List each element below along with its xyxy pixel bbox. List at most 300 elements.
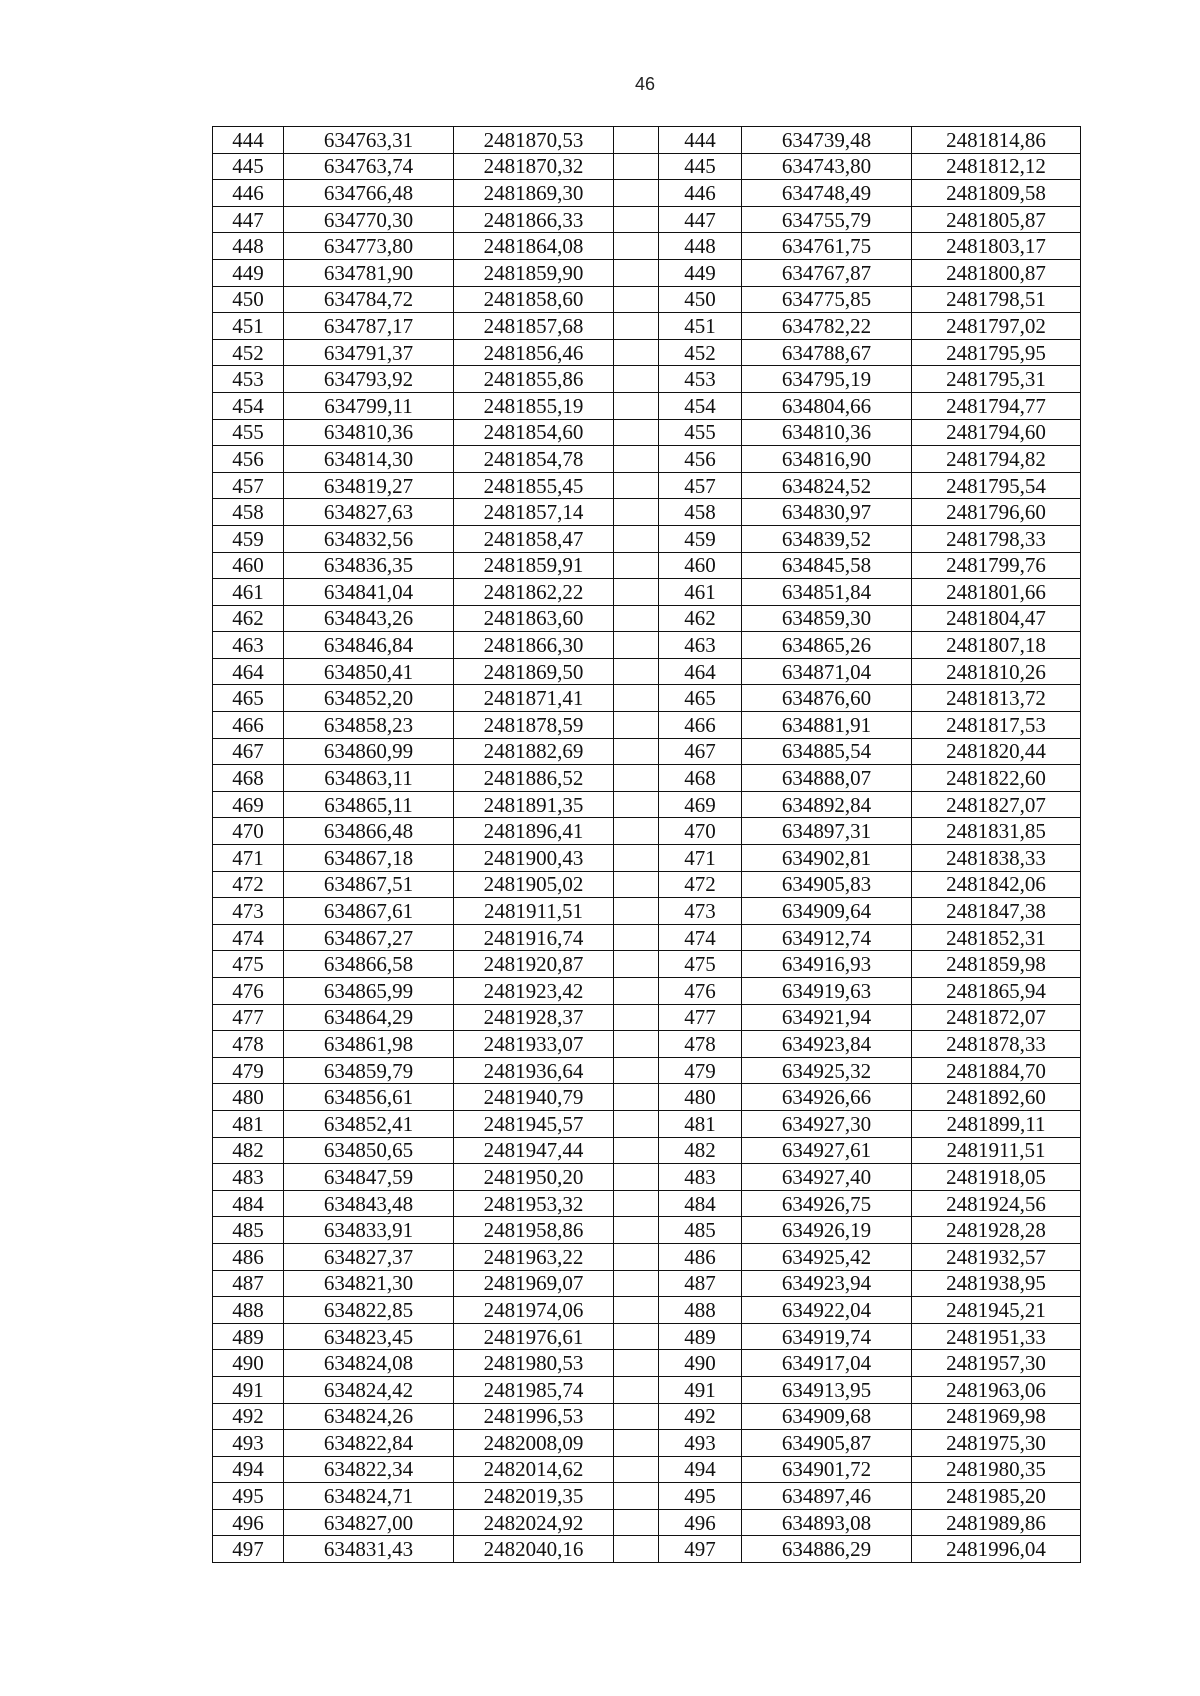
y-coordinate-right: 2481975,30: [912, 1430, 1081, 1457]
y-coordinate-right: 2481911,51: [912, 1137, 1081, 1164]
y-coordinate-right: 2481969,98: [912, 1403, 1081, 1430]
table-row: [213, 924, 1081, 951]
x-coordinate-right: 634897,31: [742, 818, 912, 845]
table-row: [213, 525, 1081, 552]
separator-cell: [614, 180, 659, 207]
table-row: [213, 1270, 1081, 1297]
table-row: [213, 818, 1081, 845]
separator-cell: [614, 552, 659, 579]
separator-cell: [614, 1323, 659, 1350]
point-number-right: 447: [659, 206, 742, 233]
x-coordinate-left: 634822,84: [284, 1430, 454, 1457]
table-row: [213, 898, 1081, 925]
point-number-left: 457: [213, 472, 284, 499]
point-number-right: 478: [659, 1031, 742, 1058]
x-coordinate-right: 634871,04: [742, 658, 912, 685]
separator-cell: [614, 1376, 659, 1403]
point-number-right: 463: [659, 632, 742, 659]
x-coordinate-left: 634824,08: [284, 1350, 454, 1377]
x-coordinate-left: 634824,42: [284, 1376, 454, 1403]
point-number-right: 483: [659, 1164, 742, 1191]
y-coordinate-right: 2481794,77: [912, 392, 1081, 419]
point-number-left: 453: [213, 366, 284, 393]
x-coordinate-left: 634824,71: [284, 1483, 454, 1510]
x-coordinate-right: 634775,85: [742, 286, 912, 313]
point-number-left: 495: [213, 1483, 284, 1510]
table-row: [213, 313, 1081, 340]
point-number-left: 447: [213, 206, 284, 233]
point-number-right: 477: [659, 1004, 742, 1031]
y-coordinate-left: 2481950,20: [454, 1164, 614, 1191]
point-number-left: 488: [213, 1297, 284, 1324]
point-number-left: 465: [213, 685, 284, 712]
y-coordinate-left: 2482024,92: [454, 1509, 614, 1536]
separator-cell: [614, 419, 659, 446]
x-coordinate-right: 634927,40: [742, 1164, 912, 1191]
table-row: [213, 978, 1081, 1005]
x-coordinate-left: 634787,17: [284, 313, 454, 340]
y-coordinate-left: 2481869,30: [454, 180, 614, 207]
separator-cell: [614, 1217, 659, 1244]
x-coordinate-right: 634743,80: [742, 153, 912, 180]
separator-cell: [614, 1004, 659, 1031]
x-coordinate-right: 634845,58: [742, 552, 912, 579]
y-coordinate-right: 2481810,26: [912, 658, 1081, 685]
y-coordinate-right: 2481797,02: [912, 313, 1081, 340]
separator-cell: [614, 765, 659, 792]
table-row: [213, 1323, 1081, 1350]
x-coordinate-right: 634905,83: [742, 871, 912, 898]
point-number-left: 462: [213, 605, 284, 632]
y-coordinate-left: 2481870,53: [454, 127, 614, 154]
separator-cell: [614, 1403, 659, 1430]
table-row: [213, 1403, 1081, 1430]
table-row: [213, 1217, 1081, 1244]
separator-cell: [614, 1110, 659, 1137]
x-coordinate-right: 634926,66: [742, 1084, 912, 1111]
point-number-left: 458: [213, 499, 284, 526]
y-coordinate-left: 2481933,07: [454, 1031, 614, 1058]
separator-cell: [614, 1190, 659, 1217]
point-number-right: 448: [659, 233, 742, 260]
x-coordinate-left: 634836,35: [284, 552, 454, 579]
y-coordinate-left: 2481863,60: [454, 605, 614, 632]
x-coordinate-right: 634804,66: [742, 392, 912, 419]
coordinates-table-body: [213, 127, 1081, 1563]
point-number-right: 446: [659, 180, 742, 207]
point-number-right: 470: [659, 818, 742, 845]
point-number-left: 478: [213, 1031, 284, 1058]
separator-cell: [614, 259, 659, 286]
table-row: [213, 1057, 1081, 1084]
point-number-left: 468: [213, 765, 284, 792]
separator-cell: [614, 738, 659, 765]
point-number-left: 451: [213, 313, 284, 340]
separator-cell: [614, 1270, 659, 1297]
table-row: [213, 419, 1081, 446]
y-coordinate-left: 2481996,53: [454, 1403, 614, 1430]
point-number-right: 456: [659, 446, 742, 473]
x-coordinate-left: 634867,18: [284, 845, 454, 872]
y-coordinate-right: 2481878,33: [912, 1031, 1081, 1058]
x-coordinate-right: 634927,30: [742, 1110, 912, 1137]
point-number-right: 482: [659, 1137, 742, 1164]
table-row: [213, 685, 1081, 712]
separator-cell: [614, 499, 659, 526]
table-row: [213, 658, 1081, 685]
point-number-left: 484: [213, 1190, 284, 1217]
x-coordinate-left: 634847,59: [284, 1164, 454, 1191]
point-number-left: 471: [213, 845, 284, 872]
y-coordinate-left: 2481855,45: [454, 472, 614, 499]
table-row: [213, 579, 1081, 606]
x-coordinate-right: 634901,72: [742, 1456, 912, 1483]
point-number-right: 469: [659, 791, 742, 818]
x-coordinate-right: 634755,79: [742, 206, 912, 233]
separator-cell: [614, 1084, 659, 1111]
point-number-left: 448: [213, 233, 284, 260]
y-coordinate-left: 2481882,69: [454, 738, 614, 765]
y-coordinate-right: 2481847,38: [912, 898, 1081, 925]
table-row: [213, 339, 1081, 366]
point-number-left: 491: [213, 1376, 284, 1403]
x-coordinate-right: 634912,74: [742, 924, 912, 951]
x-coordinate-left: 634773,80: [284, 233, 454, 260]
x-coordinate-right: 634851,84: [742, 579, 912, 606]
point-number-right: 449: [659, 259, 742, 286]
point-number-left: 454: [213, 392, 284, 419]
point-number-right: 491: [659, 1376, 742, 1403]
y-coordinate-right: 2481918,05: [912, 1164, 1081, 1191]
point-number-right: 459: [659, 525, 742, 552]
y-coordinate-left: 2481891,35: [454, 791, 614, 818]
y-coordinate-right: 2481799,76: [912, 552, 1081, 579]
point-number-left: 473: [213, 898, 284, 925]
separator-cell: [614, 1137, 659, 1164]
x-coordinate-left: 634819,27: [284, 472, 454, 499]
point-number-right: 451: [659, 313, 742, 340]
y-coordinate-right: 2481884,70: [912, 1057, 1081, 1084]
point-number-right: 495: [659, 1483, 742, 1510]
point-number-right: 484: [659, 1190, 742, 1217]
point-number-right: 473: [659, 898, 742, 925]
point-number-left: 455: [213, 419, 284, 446]
table-row: [213, 605, 1081, 632]
table-row: [213, 1297, 1081, 1324]
x-coordinate-left: 634860,99: [284, 738, 454, 765]
point-number-right: 479: [659, 1057, 742, 1084]
x-coordinate-left: 634864,29: [284, 1004, 454, 1031]
x-coordinate-left: 634843,26: [284, 605, 454, 632]
y-coordinate-right: 2481809,58: [912, 180, 1081, 207]
point-number-right: 457: [659, 472, 742, 499]
separator-cell: [614, 818, 659, 845]
y-coordinate-left: 2481940,79: [454, 1084, 614, 1111]
x-coordinate-left: 634791,37: [284, 339, 454, 366]
y-coordinate-left: 2482008,09: [454, 1430, 614, 1457]
x-coordinate-left: 634793,92: [284, 366, 454, 393]
y-coordinate-right: 2481795,31: [912, 366, 1081, 393]
point-number-left: 480: [213, 1084, 284, 1111]
x-coordinate-left: 634821,30: [284, 1270, 454, 1297]
x-coordinate-left: 634824,26: [284, 1403, 454, 1430]
x-coordinate-left: 634763,74: [284, 153, 454, 180]
x-coordinate-right: 634925,32: [742, 1057, 912, 1084]
point-number-right: 450: [659, 286, 742, 313]
separator-cell: [614, 286, 659, 313]
y-coordinate-left: 2481886,52: [454, 765, 614, 792]
table-row: [213, 1243, 1081, 1270]
x-coordinate-right: 634922,04: [742, 1297, 912, 1324]
separator-cell: [614, 525, 659, 552]
point-number-right: 461: [659, 579, 742, 606]
x-coordinate-left: 634827,63: [284, 499, 454, 526]
x-coordinate-right: 634923,84: [742, 1031, 912, 1058]
separator-cell: [614, 845, 659, 872]
x-coordinate-right: 634839,52: [742, 525, 912, 552]
table-row: [213, 791, 1081, 818]
y-coordinate-left: 2481857,14: [454, 499, 614, 526]
x-coordinate-right: 634816,90: [742, 446, 912, 473]
y-coordinate-left: 2481854,78: [454, 446, 614, 473]
y-coordinate-left: 2481858,47: [454, 525, 614, 552]
separator-cell: [614, 1297, 659, 1324]
x-coordinate-right: 634921,94: [742, 1004, 912, 1031]
separator-cell: [614, 791, 659, 818]
point-number-right: 471: [659, 845, 742, 872]
y-coordinate-left: 2481855,86: [454, 366, 614, 393]
y-coordinate-left: 2481936,64: [454, 1057, 614, 1084]
point-number-left: 452: [213, 339, 284, 366]
point-number-right: 492: [659, 1403, 742, 1430]
y-coordinate-left: 2481857,68: [454, 313, 614, 340]
x-coordinate-right: 634767,87: [742, 259, 912, 286]
x-coordinate-left: 634856,61: [284, 1084, 454, 1111]
point-number-right: 485: [659, 1217, 742, 1244]
x-coordinate-left: 634832,56: [284, 525, 454, 552]
x-coordinate-left: 634850,41: [284, 658, 454, 685]
y-coordinate-right: 2481872,07: [912, 1004, 1081, 1031]
x-coordinate-right: 634859,30: [742, 605, 912, 632]
x-coordinate-left: 634867,51: [284, 871, 454, 898]
point-number-right: 454: [659, 392, 742, 419]
separator-cell: [614, 153, 659, 180]
separator-cell: [614, 313, 659, 340]
y-coordinate-left: 2481859,90: [454, 259, 614, 286]
table-row: [213, 446, 1081, 473]
table-row: [213, 1456, 1081, 1483]
table-row: [213, 1483, 1081, 1510]
x-coordinate-left: 634814,30: [284, 446, 454, 473]
table-row: [213, 286, 1081, 313]
separator-cell: [614, 605, 659, 632]
table-row: [213, 392, 1081, 419]
separator-cell: [614, 1536, 659, 1563]
y-coordinate-left: 2481923,42: [454, 978, 614, 1005]
table-row: [213, 1004, 1081, 1031]
y-coordinate-right: 2481859,98: [912, 951, 1081, 978]
point-number-left: 446: [213, 180, 284, 207]
point-number-right: 474: [659, 924, 742, 951]
point-number-left: 492: [213, 1403, 284, 1430]
point-number-left: 487: [213, 1270, 284, 1297]
x-coordinate-left: 634833,91: [284, 1217, 454, 1244]
y-coordinate-right: 2481951,33: [912, 1323, 1081, 1350]
y-coordinate-left: 2481900,43: [454, 845, 614, 872]
table-row: [213, 712, 1081, 739]
table-row: [213, 499, 1081, 526]
y-coordinate-right: 2481812,12: [912, 153, 1081, 180]
y-coordinate-right: 2481800,87: [912, 259, 1081, 286]
table-row: [213, 632, 1081, 659]
y-coordinate-right: 2481980,35: [912, 1456, 1081, 1483]
separator-cell: [614, 366, 659, 393]
x-coordinate-right: 634926,19: [742, 1217, 912, 1244]
point-number-left: 485: [213, 1217, 284, 1244]
point-number-left: 482: [213, 1137, 284, 1164]
table-row: [213, 871, 1081, 898]
separator-cell: [614, 685, 659, 712]
y-coordinate-right: 2481801,66: [912, 579, 1081, 606]
y-coordinate-left: 2481896,41: [454, 818, 614, 845]
x-coordinate-right: 634795,19: [742, 366, 912, 393]
separator-cell: [614, 978, 659, 1005]
x-coordinate-left: 634781,90: [284, 259, 454, 286]
y-coordinate-left: 2481920,87: [454, 951, 614, 978]
y-coordinate-right: 2481795,95: [912, 339, 1081, 366]
y-coordinate-left: 2481854,60: [454, 419, 614, 446]
y-coordinate-left: 2481958,86: [454, 1217, 614, 1244]
point-number-left: 461: [213, 579, 284, 606]
x-coordinate-right: 634892,84: [742, 791, 912, 818]
y-coordinate-right: 2481813,72: [912, 685, 1081, 712]
point-number-right: 472: [659, 871, 742, 898]
separator-cell: [614, 1057, 659, 1084]
y-coordinate-right: 2481892,60: [912, 1084, 1081, 1111]
x-coordinate-left: 634831,43: [284, 1536, 454, 1563]
table-row: [213, 951, 1081, 978]
y-coordinate-left: 2481947,44: [454, 1137, 614, 1164]
point-number-left: 470: [213, 818, 284, 845]
x-coordinate-right: 634739,48: [742, 127, 912, 154]
point-number-left: 490: [213, 1350, 284, 1377]
table-row: [213, 1509, 1081, 1536]
x-coordinate-right: 634888,07: [742, 765, 912, 792]
x-coordinate-left: 634799,11: [284, 392, 454, 419]
table-row: [213, 765, 1081, 792]
x-coordinate-right: 634919,63: [742, 978, 912, 1005]
y-coordinate-left: 2482019,35: [454, 1483, 614, 1510]
point-number-left: 449: [213, 259, 284, 286]
separator-cell: [614, 206, 659, 233]
table-row: [213, 738, 1081, 765]
table-row: [213, 1084, 1081, 1111]
x-coordinate-right: 634905,87: [742, 1430, 912, 1457]
point-number-right: 464: [659, 658, 742, 685]
separator-cell: [614, 579, 659, 606]
y-coordinate-left: 2481969,07: [454, 1270, 614, 1297]
y-coordinate-left: 2481878,59: [454, 712, 614, 739]
y-coordinate-right: 2481820,44: [912, 738, 1081, 765]
x-coordinate-left: 634852,41: [284, 1110, 454, 1137]
page-number: 46: [634, 74, 656, 94]
coordinates-table: [212, 126, 1081, 1563]
x-coordinate-right: 634926,75: [742, 1190, 912, 1217]
x-coordinate-left: 634822,34: [284, 1456, 454, 1483]
table-row: [213, 1164, 1081, 1191]
y-coordinate-left: 2481866,33: [454, 206, 614, 233]
point-number-right: 494: [659, 1456, 742, 1483]
x-coordinate-right: 634824,52: [742, 472, 912, 499]
x-coordinate-right: 634897,46: [742, 1483, 912, 1510]
table-row: [213, 1430, 1081, 1457]
x-coordinate-right: 634886,29: [742, 1536, 912, 1563]
x-coordinate-right: 634909,64: [742, 898, 912, 925]
point-number-right: 487: [659, 1270, 742, 1297]
separator-cell: [614, 127, 659, 154]
x-coordinate-left: 634822,85: [284, 1297, 454, 1324]
x-coordinate-right: 634927,61: [742, 1137, 912, 1164]
y-coordinate-right: 2481822,60: [912, 765, 1081, 792]
point-number-right: 445: [659, 153, 742, 180]
table-row: [213, 180, 1081, 207]
table-row: [213, 472, 1081, 499]
point-number-right: 458: [659, 499, 742, 526]
point-number-left: 475: [213, 951, 284, 978]
table-row: [213, 552, 1081, 579]
separator-cell: [614, 1509, 659, 1536]
x-coordinate-left: 634827,00: [284, 1509, 454, 1536]
y-coordinate-right: 2481957,30: [912, 1350, 1081, 1377]
separator-cell: [614, 658, 659, 685]
x-coordinate-right: 634917,04: [742, 1350, 912, 1377]
y-coordinate-right: 2481804,47: [912, 605, 1081, 632]
y-coordinate-left: 2481870,32: [454, 153, 614, 180]
y-coordinate-right: 2481831,85: [912, 818, 1081, 845]
point-number-left: 466: [213, 712, 284, 739]
table-row: [213, 259, 1081, 286]
x-coordinate-right: 634810,36: [742, 419, 912, 446]
y-coordinate-right: 2481985,20: [912, 1483, 1081, 1510]
point-number-left: 489: [213, 1323, 284, 1350]
separator-cell: [614, 1350, 659, 1377]
table-row: [213, 153, 1081, 180]
point-number-left: 483: [213, 1164, 284, 1191]
x-coordinate-right: 634885,54: [742, 738, 912, 765]
x-coordinate-left: 634865,99: [284, 978, 454, 1005]
table-row: [213, 1376, 1081, 1403]
point-number-right: 452: [659, 339, 742, 366]
separator-cell: [614, 1456, 659, 1483]
x-coordinate-left: 634867,61: [284, 898, 454, 925]
y-coordinate-right: 2481807,18: [912, 632, 1081, 659]
point-number-right: 496: [659, 1509, 742, 1536]
y-coordinate-right: 2481795,54: [912, 472, 1081, 499]
separator-cell: [614, 392, 659, 419]
y-coordinate-left: 2481862,22: [454, 579, 614, 606]
x-coordinate-left: 634841,04: [284, 579, 454, 606]
y-coordinate-right: 2481805,87: [912, 206, 1081, 233]
y-coordinate-right: 2481989,86: [912, 1509, 1081, 1536]
separator-cell: [614, 472, 659, 499]
point-number-right: 467: [659, 738, 742, 765]
point-number-right: 453: [659, 366, 742, 393]
point-number-left: 476: [213, 978, 284, 1005]
x-coordinate-right: 634788,67: [742, 339, 912, 366]
y-coordinate-left: 2481985,74: [454, 1376, 614, 1403]
y-coordinate-left: 2481953,32: [454, 1190, 614, 1217]
x-coordinate-left: 634866,48: [284, 818, 454, 845]
